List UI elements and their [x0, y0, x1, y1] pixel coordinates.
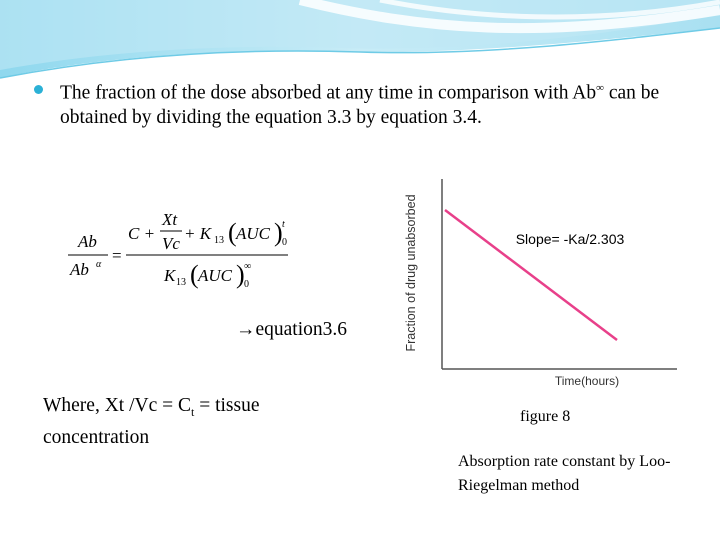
where-text-part: Where, Xt /Vc = C	[43, 395, 191, 416]
bullet-text-part: The fraction of the dose absorbed at any time in comparison with Ab	[60, 82, 597, 104]
where-subscript: t	[191, 404, 195, 419]
lhs-numerator: Ab	[78, 232, 97, 251]
where-text-part: = tissue concentration	[43, 395, 260, 448]
figure-label: figure 8	[520, 408, 571, 425]
paren-close: )	[274, 218, 283, 247]
den-paren-close: )	[236, 260, 245, 289]
numerator-upper-limit: t	[282, 219, 285, 230]
equation-reference: →equation3.6	[236, 319, 348, 340]
equation-formula	[66, 205, 306, 295]
equals-sign: =	[112, 246, 122, 265]
denominator-auc: AUC	[198, 266, 232, 285]
bullet-icon	[34, 85, 43, 94]
bullet-item	[34, 76, 704, 130]
frac-numerator: Xt	[162, 210, 178, 229]
bullet-text-part: can be obtained by dividing the equation 3.3 by equation 3.4.	[60, 82, 660, 128]
series-layer	[445, 210, 617, 340]
paren-open: (	[228, 218, 237, 247]
lhs-denominator: Ab	[70, 260, 89, 279]
frac-denominator: Vc	[162, 234, 180, 253]
where-definition	[43, 393, 343, 451]
slope-annotation: Slope= -Ka/2.303	[515, 231, 625, 247]
figure-caption: Absorption rate constant by Loo- Riegelman method	[458, 453, 671, 494]
den-paren-open: (	[190, 260, 199, 289]
denominator-lower-limit: 0	[244, 279, 249, 290]
denominator-k-sub: 13	[176, 277, 186, 288]
series-line-0	[445, 210, 617, 340]
absorption-chart	[395, 175, 695, 390]
denominator-upper-limit: ∞	[244, 261, 252, 272]
x-axis-label: Time(hours)	[554, 374, 620, 388]
numerator-k-sub: 13	[214, 235, 224, 246]
numerator-c-plus: C +	[128, 224, 156, 243]
lhs-denominator-sup: α	[96, 259, 102, 270]
numerator-auc: AUC	[236, 224, 270, 243]
numerator-plus-k: + K	[184, 224, 212, 243]
y-axis-label: Fraction of drug unabsorbed	[404, 194, 418, 352]
bullet-text	[60, 76, 704, 130]
numerator-lower-limit: 0	[282, 237, 287, 248]
infinity-superscript: ∞	[596, 82, 604, 94]
denominator-k: K	[164, 266, 176, 285]
